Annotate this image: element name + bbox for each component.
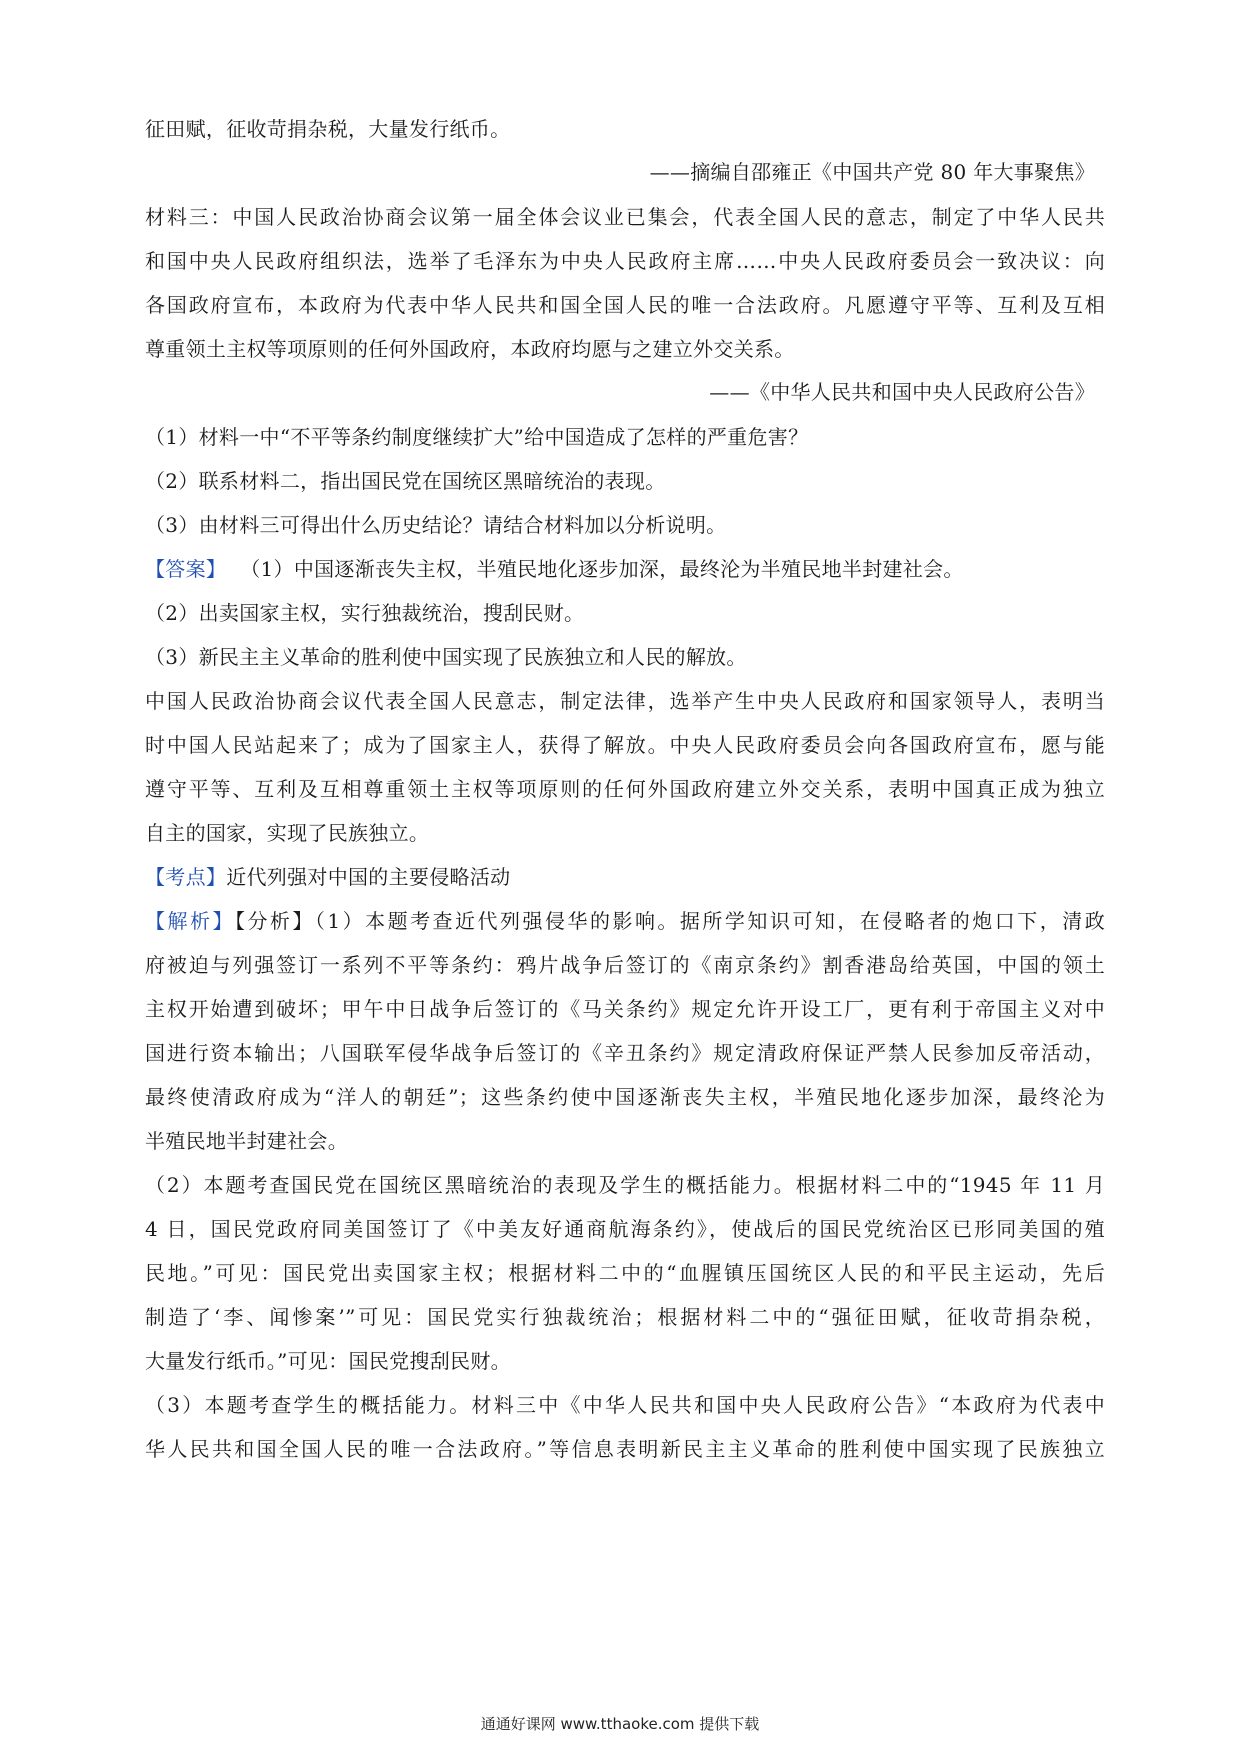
text-line: （2）出卖国家主权，实行独裁统治，搜刮民财。 <box>145 601 585 625</box>
kaodian-tag: 【考点】 <box>145 865 227 889</box>
text-line: 时中国人民站起来了；成为了国家主人，获得了解放。中央人民政府委员会向各国政府宣布，愿与能 <box>145 733 1105 757</box>
analysis-text: 【分析】（1）本题考查近代列强侵华的影响。据所学知识可知，在侵略者的炮口下，清政 <box>234 909 1105 933</box>
text-line: 府被迫与列强签订一系列不平等条约：鸦片战争后签订的《南京条约》割香港岛给英国，中国的领土 <box>145 953 1105 977</box>
analysis-line <box>145 907 1105 935</box>
text-line: 和国中央人民政府组织法，选举了毛泽东为中央人民政府主席……中央人民政府委员会一致决议：向 <box>145 249 1105 273</box>
text-line: 最终使清政府成为“洋人的朝廷”；这些条约使中国逐渐丧失主权，半殖民地化逐步加深，最终沦为 <box>145 1085 1105 1109</box>
text-line: 4 日，国民党政府同美国签订了《中美友好通商航海条约》，使战后的国民党统治区已形同美国的殖 <box>145 1217 1105 1241</box>
text-line: 制造了‘李、闻惨案’”可见：国民党实行独裁统治；根据材料二中的“强征田赋，征收苛捐杂税， <box>145 1305 1105 1329</box>
question-line: （2）联系材料二，指出国民党在国统区黑暗统治的表现。 <box>145 469 666 493</box>
citation-line: ——摘编自邵雍正《中国共产党 80 年大事聚焦》 <box>649 160 1095 184</box>
kaodian-line <box>145 863 1105 891</box>
text-line: 主权开始遭到破坏；甲午中日战争后签订的《马关条约》规定允许开设工厂，更有利于帝国主义对中 <box>145 997 1105 1021</box>
text-line: 民地。”可见：国民党出卖国家主权；根据材料二中的“血腥镇压国统区人民的和平民主运动，先后 <box>145 1261 1105 1285</box>
text-line: 华人民共和国全国人民的唯一合法政府。”等信息表明新民主主义革命的胜利使中国实现了民族独立 <box>145 1437 1105 1461</box>
text-line: 材料三：中国人民政治协商会议第一届全体会议业已集会，代表全国人民的意志，制定了中华人民共 <box>145 205 1105 229</box>
text-line: （3）新民主主义革命的胜利使中国实现了民族独立和人民的解放。 <box>145 645 747 669</box>
text-line: （2）本题考查国民党在国统区黑暗统治的表现及学生的概括能力。根据材料二中的“1945 年 11 月 <box>145 1173 1105 1197</box>
text-line: 国进行资本输出；八国联军侵华战争后签订的《辛丑条约》规定清政府保证严禁人民参加反帝活动， <box>145 1041 1105 1065</box>
answer-line <box>145 555 1105 583</box>
text-line: 大量发行纸币。”可见：国民党搜刮民财。 <box>145 1349 511 1373</box>
question-line: （3）由材料三可得出什么历史结论？请结合材料加以分析说明。 <box>145 513 727 537</box>
citation-line: ——《中华人民共和国中央人民政府公告》 <box>709 380 1095 404</box>
analysis-tag: 【解析】 <box>145 909 235 933</box>
text-line: 中国人民政治协商会议代表全国人民意志，制定法律，选举产生中央人民政府和国家领导人，表明当 <box>145 689 1105 713</box>
question-line: （1）材料一中“不平等条约制度继续扩大”给中国造成了怎样的严重危害？ <box>145 425 809 449</box>
text-line: 尊重领土主权等项原则的任何外国政府，本政府均愿与之建立外交关系。 <box>145 337 795 361</box>
text-line: 各国政府宣布，本政府为代表中华人民共和国全国人民的唯一合法政府。凡愿遵守平等、互利及互相 <box>145 293 1105 317</box>
page-footer: 通通好课网 www.tthaoke.com 提供下载 <box>480 1715 760 1733</box>
answer-tag: 【答案】 <box>145 557 227 581</box>
text-line: 自主的国家，实现了民族独立。 <box>145 821 430 845</box>
kaodian-text: 近代列强对中国的主要侵略活动 <box>226 865 511 889</box>
text-line: 遵守平等、互利及互相尊重领土主权等项原则的任何外国政府建立外交关系，表明中国真正成为独立 <box>145 777 1105 801</box>
text-line: 征田赋，征收苛捐杂税，大量发行纸币。 <box>145 117 511 141</box>
answer-text: （1）中国逐渐丧失主权，半殖民地化逐步加深，最终沦为半殖民地半封建社会。 <box>240 557 964 581</box>
text-line: 半殖民地半封建社会。 <box>145 1129 348 1153</box>
text-line: （3）本题考查学生的概括能力。材料三中《中华人民共和国中央人民政府公告》“本政府为代表中 <box>145 1393 1105 1417</box>
